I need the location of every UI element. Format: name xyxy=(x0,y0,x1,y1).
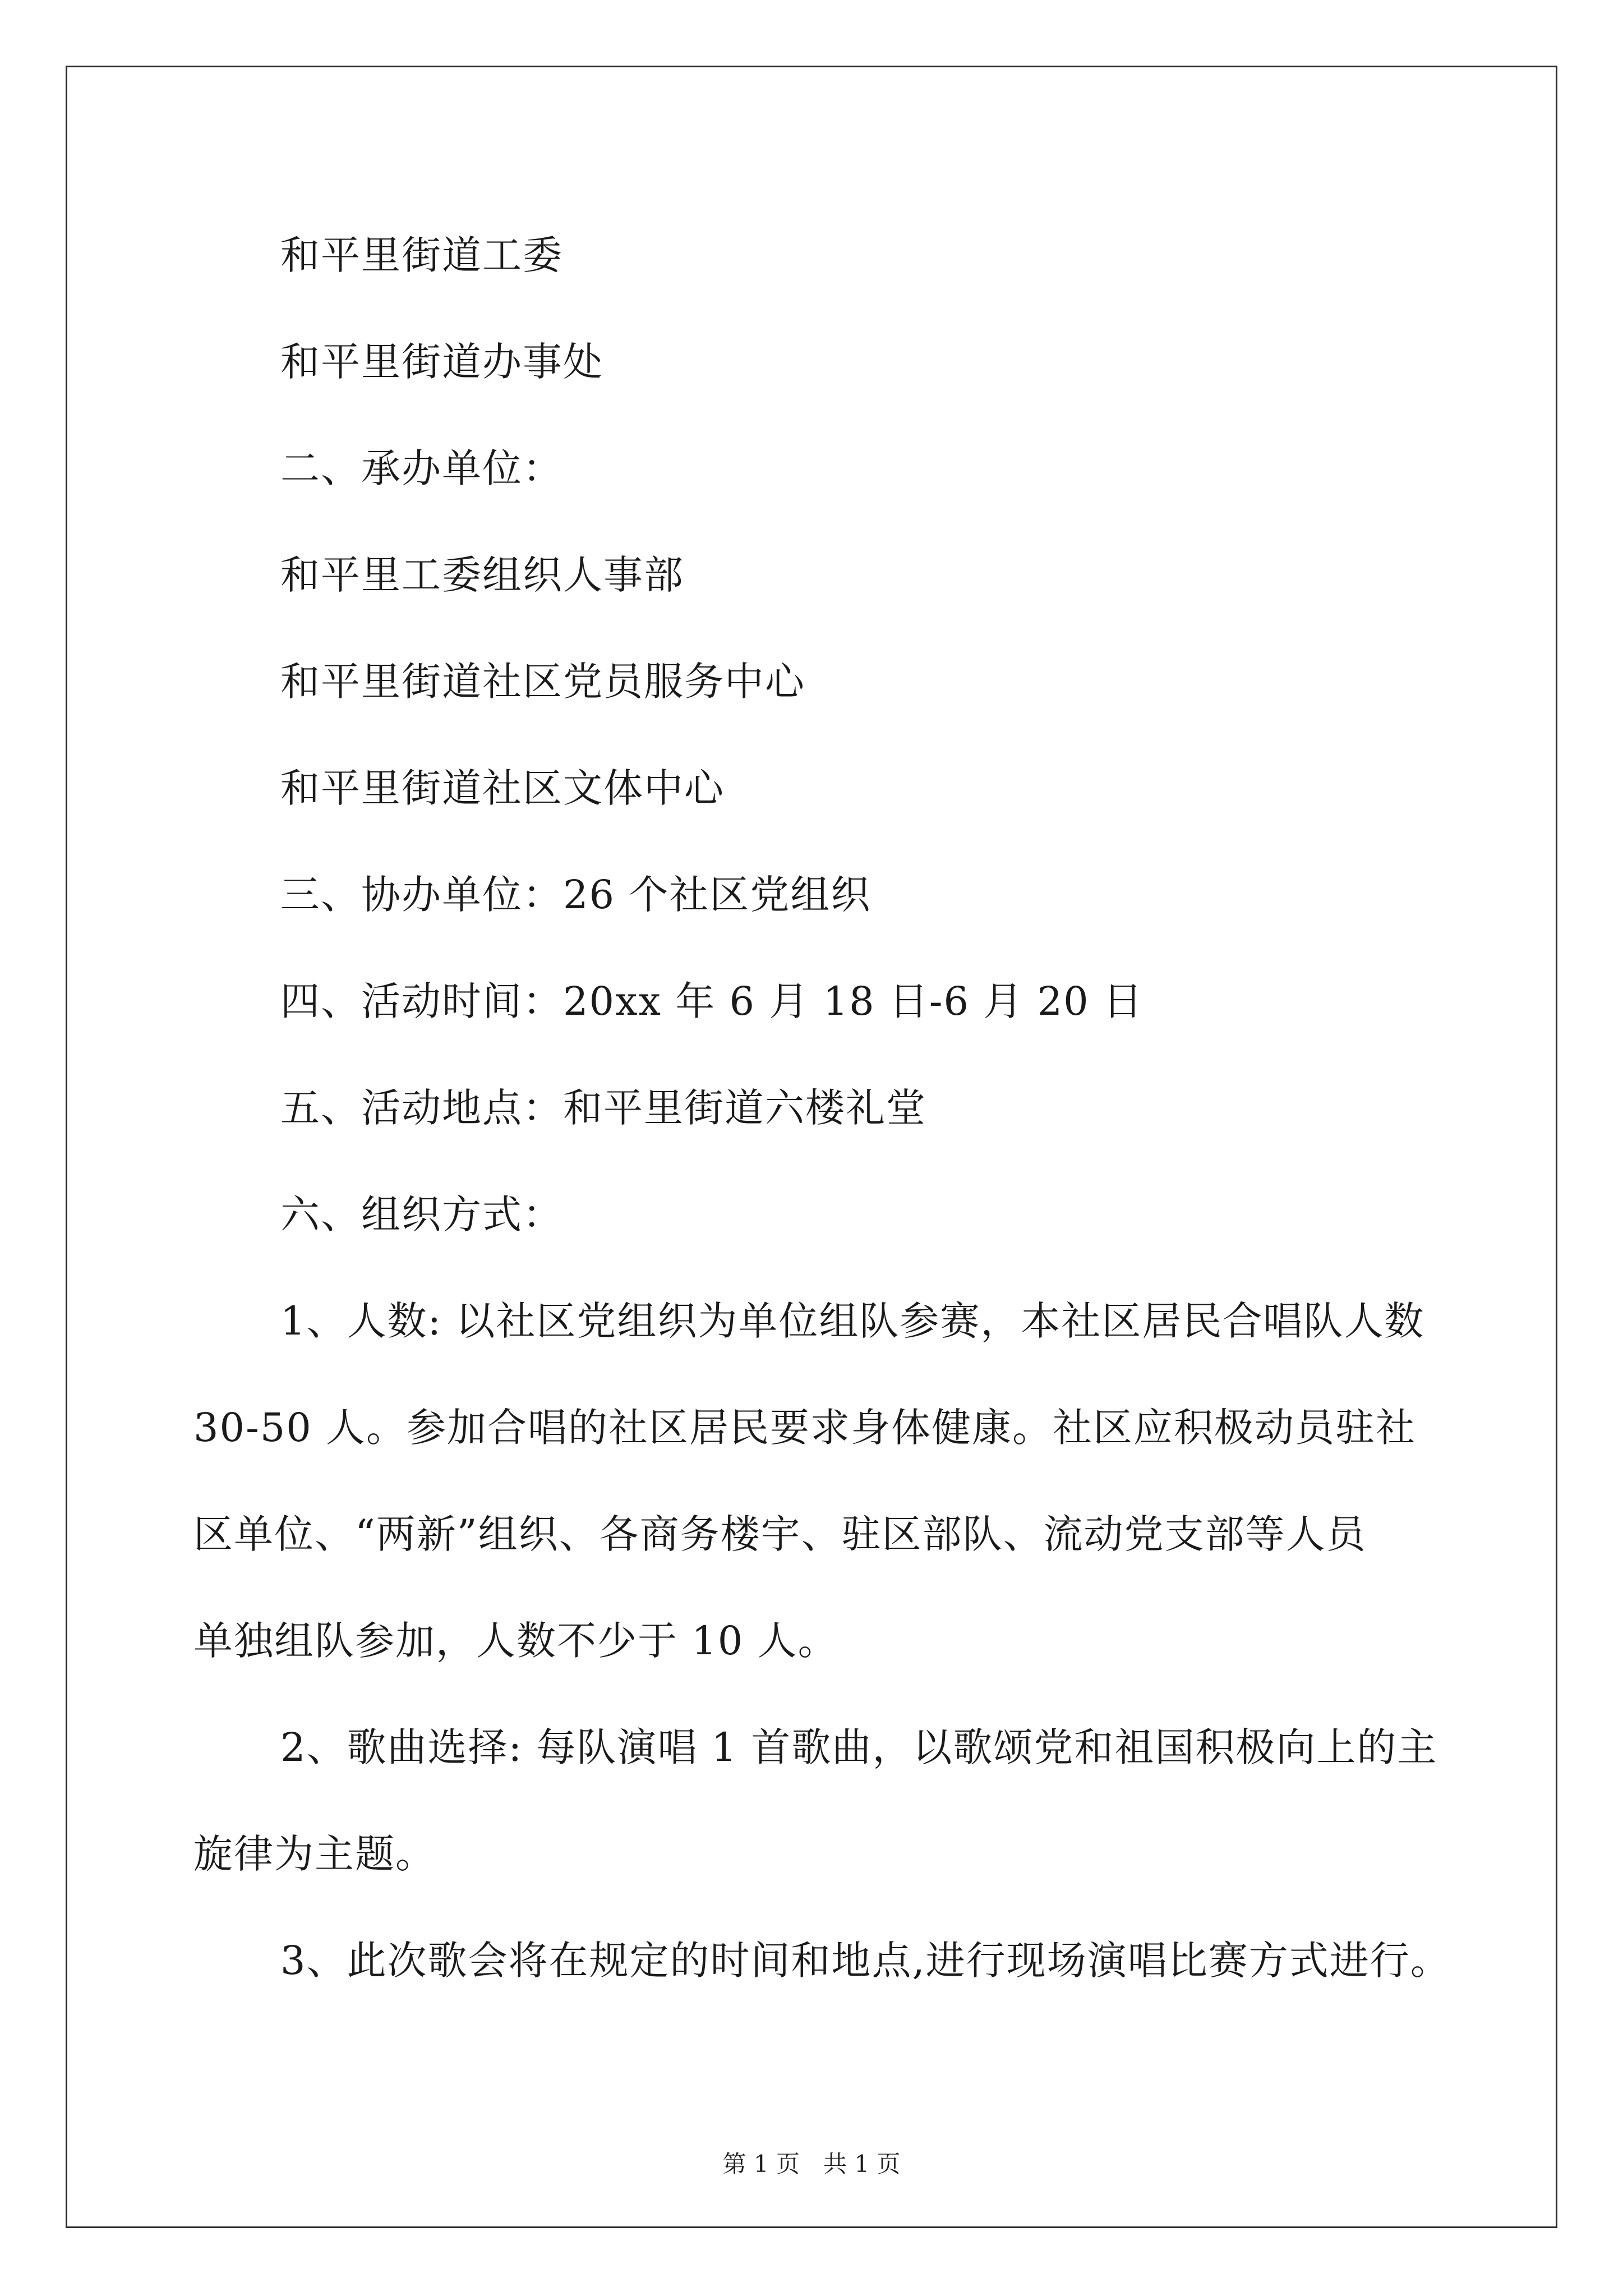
paragraph-3 xyxy=(193,1907,1451,2014)
section-heading: 四、活动时间：20xx 年 6 月 18 日-6 月 20 日 xyxy=(280,978,1144,1024)
paragraph-line: 旋律为主题。 xyxy=(193,1831,436,1877)
section-heading: 二、承办单位： xyxy=(280,445,563,491)
page-number: 第 1 页 共 1 页 xyxy=(722,2150,901,2178)
text-line: 和平里街道社区党员服务中心 xyxy=(280,659,805,705)
paragraph-line: 1、人数: 以社区党组织为单位组队参赛，本社区居民合唱队人数 xyxy=(280,1298,1425,1344)
paragraph-line: 3、此次歌会将在规定的时间和地点,进行现场演唱比赛方式进行。 xyxy=(280,1938,1451,1984)
section-heading: 六、组织方式： xyxy=(280,1191,563,1237)
paragraph-line: 30-50 人。参加合唱的社区居民要求身体健康。社区应积极动员驻社 xyxy=(193,1405,1417,1451)
text-line: 和平里街道社区文体中心 xyxy=(280,765,725,811)
paragraph-line: 区单位、“两新”组织、各商务楼宇、驻区部队、流动党支部等人员 xyxy=(193,1511,1367,1557)
paragraph-2 xyxy=(193,1694,1438,1907)
text-line: 和平里工委组织人事部 xyxy=(280,552,684,598)
paragraph-line: 2、歌曲选择: 每队演唱 1 首歌曲，以歌颂党和祖国积极向上的主 xyxy=(280,1724,1438,1770)
paragraph-line: 单独组队参加，人数不少于 10 人。 xyxy=(193,1618,838,1664)
section-heading: 五、活动地点：和平里街道六楼礼堂 xyxy=(280,1085,926,1131)
text-line: 和平里街道办事处 xyxy=(280,339,603,385)
paragraph-1 xyxy=(193,1268,1427,1694)
text-line: 和平里街道工委 xyxy=(280,232,563,278)
section-heading: 三、协办单位：26 个社区党组织 xyxy=(280,872,872,918)
document-body xyxy=(280,202,1424,1268)
